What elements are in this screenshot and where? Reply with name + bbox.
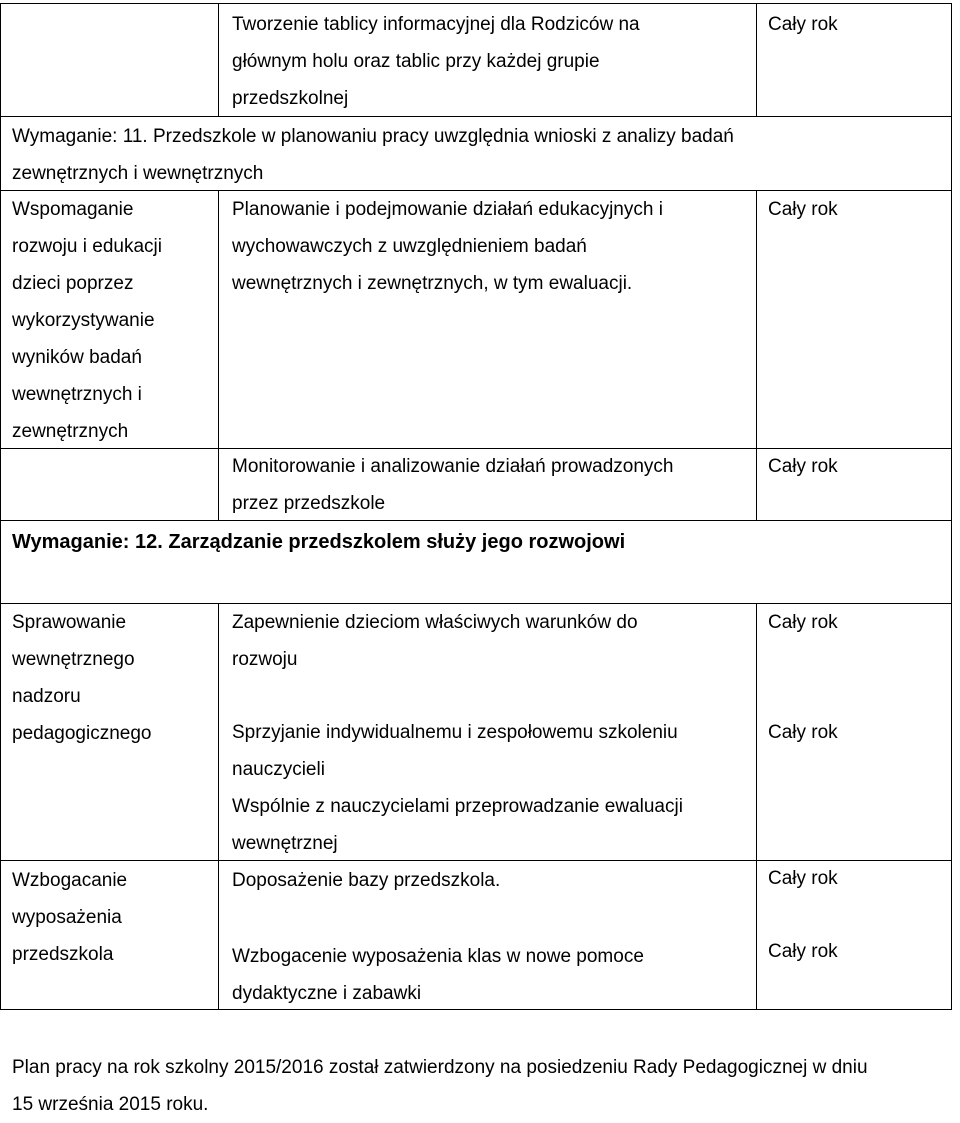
area-cell: Sprawowanie wewnętrznego nadzoru pedagogicznego	[12, 612, 152, 744]
table-border	[951, 3, 952, 116]
activity-cell: Sprzyjanie indywidualnemu i zespołowemu szkoleniu nauczycieli	[232, 722, 678, 780]
activity-cell: Planowanie i podejmowanie działań edukacyjnych i wychowawczych z uwzględnieniem badań wewnętrznych i zewnętrznych, w tym ewaluacji.	[232, 199, 663, 294]
table-border	[0, 3, 1, 116]
term-cell: Cały rok	[768, 14, 838, 35]
activity-cell: Wspólnie z nauczycielami przeprowadzanie ewaluacji wewnętrznej	[232, 796, 683, 854]
approval-note: Plan pracy na rok szkolny 2015/2016 został zatwierdzony na posiedzeniu Rady Pedagogicznej w dniu 15 września 2015 roku.	[12, 1057, 868, 1115]
table-border	[0, 116, 1, 190]
activity-cell: Wzbogacenie wyposażenia klas w nowe pomoce dydaktyczne i zabawki	[232, 946, 644, 1004]
table-border	[951, 520, 952, 603]
table-border	[0, 3, 952, 4]
term-cell: Cały rok	[768, 868, 838, 889]
term-cell: Cały rok	[768, 612, 838, 633]
requirement-11-heading: Wymaganie: 11. Przedszkole w planowaniu pracy uwzględnia wnioski z analizy badań zewnętrznych i wewnętrznych	[12, 126, 734, 184]
table-border	[951, 190, 952, 520]
table-border	[756, 190, 757, 520]
table-border	[951, 116, 952, 190]
activity-cell: Tworzenie tablicy informacyjnej dla Rodziców na głównym holu oraz tablic przy każdej grupie przedszkolnej	[232, 14, 640, 109]
requirement-12-heading: Wymaganie: 12. Zarządzanie przedszkolem służy jego rozwojowi	[12, 531, 626, 553]
term-cell: Cały rok	[768, 456, 838, 477]
area-cell: Wspomaganie rozwoju i edukacji dzieci poprzez wykorzystywanie wyników badań wewnętrznych i zewnętrznych	[12, 199, 162, 442]
table-border	[0, 603, 1, 1009]
term-cell: Cały rok	[768, 199, 838, 220]
term-cell: Cały rok	[768, 941, 838, 962]
table-border	[218, 190, 219, 520]
table-border	[756, 603, 757, 1009]
table-border	[0, 190, 1, 520]
table-border	[218, 3, 219, 116]
activity-cell: Doposażenie bazy przedszkola.	[232, 870, 501, 891]
term-cell: Cały rok	[768, 722, 838, 743]
table-border	[218, 603, 219, 1009]
area-cell: Wzbogacanie wyposażenia przedszkola	[12, 870, 128, 965]
table-border	[756, 3, 757, 116]
activity-cell: Zapewnienie dzieciom właściwych warunków do rozwoju	[232, 612, 638, 670]
table-border	[951, 603, 952, 1009]
table-border	[0, 520, 1, 603]
activity-cell: Monitorowanie i analizowanie działań prowadzonych przez przedszkole	[232, 456, 674, 514]
